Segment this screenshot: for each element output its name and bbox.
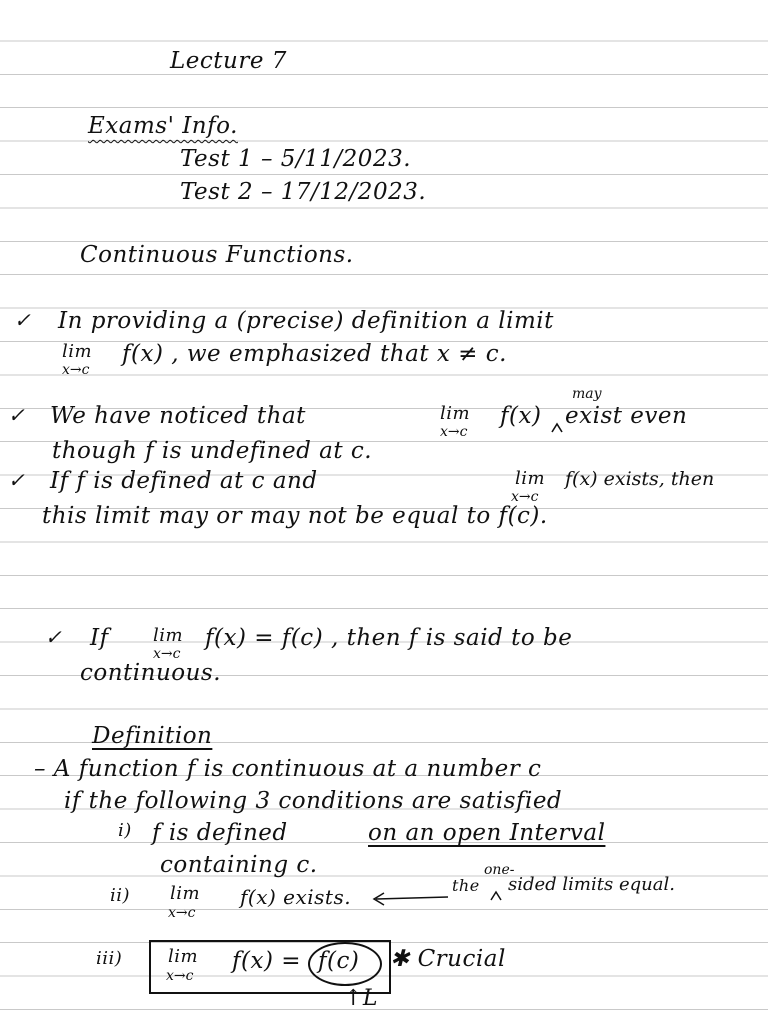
condition-3-fc: f(c) (318, 948, 360, 974)
condition-3-label: iii) (96, 948, 123, 969)
point-4-if: If (90, 625, 109, 651)
lecture-title: Lecture 7 (170, 48, 287, 74)
test-1-date: Test 1 – 5/11/2023. (180, 146, 412, 172)
point-4-lim: lim (153, 625, 184, 646)
point-1-lim: lim (62, 341, 93, 362)
point-2-lim: lim (440, 403, 471, 424)
checkmark-icon: ✓ (45, 625, 63, 649)
exams-info-heading: Exams' Info. (88, 113, 238, 139)
point-2-line-1-a: We have noticed that (50, 403, 306, 429)
condition-2-note-insert: one- (484, 862, 515, 878)
checkmark-icon: ✓ (8, 403, 26, 427)
limit-l-pointer: ↑L (344, 986, 379, 1011)
condition-1-text-b: on an open Interval (368, 820, 606, 846)
point-1-line-1: In providing a (precise) definition a limit (58, 308, 554, 334)
condition-2-text: f(x) exists. (240, 885, 352, 909)
point-1-lim-subscript: x→c (62, 362, 90, 378)
definition-line-1: – A function f is continuous at a number c (34, 756, 542, 782)
condition-2-label: ii) (110, 885, 131, 906)
condition-3-lim: lim (168, 946, 199, 967)
definition-line-2: if the following 3 conditions are satisfied (64, 788, 563, 814)
point-4-line-2: continuous. (80, 660, 222, 686)
checkmark-icon: ✓ (8, 468, 26, 492)
condition-2-note-the: the (452, 876, 480, 895)
point-2-fx: f(x) (500, 403, 542, 429)
point-3-line-2: this limit may or may not be equal to f(c). (42, 503, 548, 529)
point-3-lim-subscript: x→c (511, 489, 539, 505)
condition-2-lim-subscript: x→c (168, 905, 196, 921)
condition-3-equation: f(x) = (232, 948, 302, 974)
point-2-line-2: though f is undefined at c. (52, 438, 373, 464)
point-4-line-1: f(x) = f(c) , then f is said to be (205, 625, 573, 651)
point-2-lim-subscript: x→c (440, 424, 468, 440)
condition-3-lim-subscript: x→c (166, 968, 194, 984)
condition-1-text-a: f is defined (152, 820, 288, 846)
point-3-line-1-a: If f is defined at c and (50, 468, 318, 494)
condition-1-label: i) (118, 820, 132, 841)
condition-1-line-2: containing c. (160, 852, 318, 878)
point-3-lim: lim (515, 468, 546, 489)
definition-heading: Definition (92, 723, 213, 749)
checkmark-icon: ✓ (14, 308, 32, 332)
point-1-line-2: f(x) , we emphasized that x ≠ c. (122, 341, 507, 367)
condition-2-note: sided limits equal. (508, 874, 675, 895)
condition-2-lim: lim (170, 883, 201, 904)
point-2-line-1-c: exist even (565, 403, 688, 429)
section-title: Continuous Functions. (80, 242, 354, 268)
crucial-note: ✱ Crucial (390, 946, 506, 972)
point-2-insert-may: may (572, 386, 602, 402)
point-3-line-1-b: f(x) exists, then (565, 468, 715, 490)
point-4-lim-subscript: x→c (153, 646, 181, 662)
test-2-date: Test 2 – 17/12/2023. (180, 179, 427, 205)
